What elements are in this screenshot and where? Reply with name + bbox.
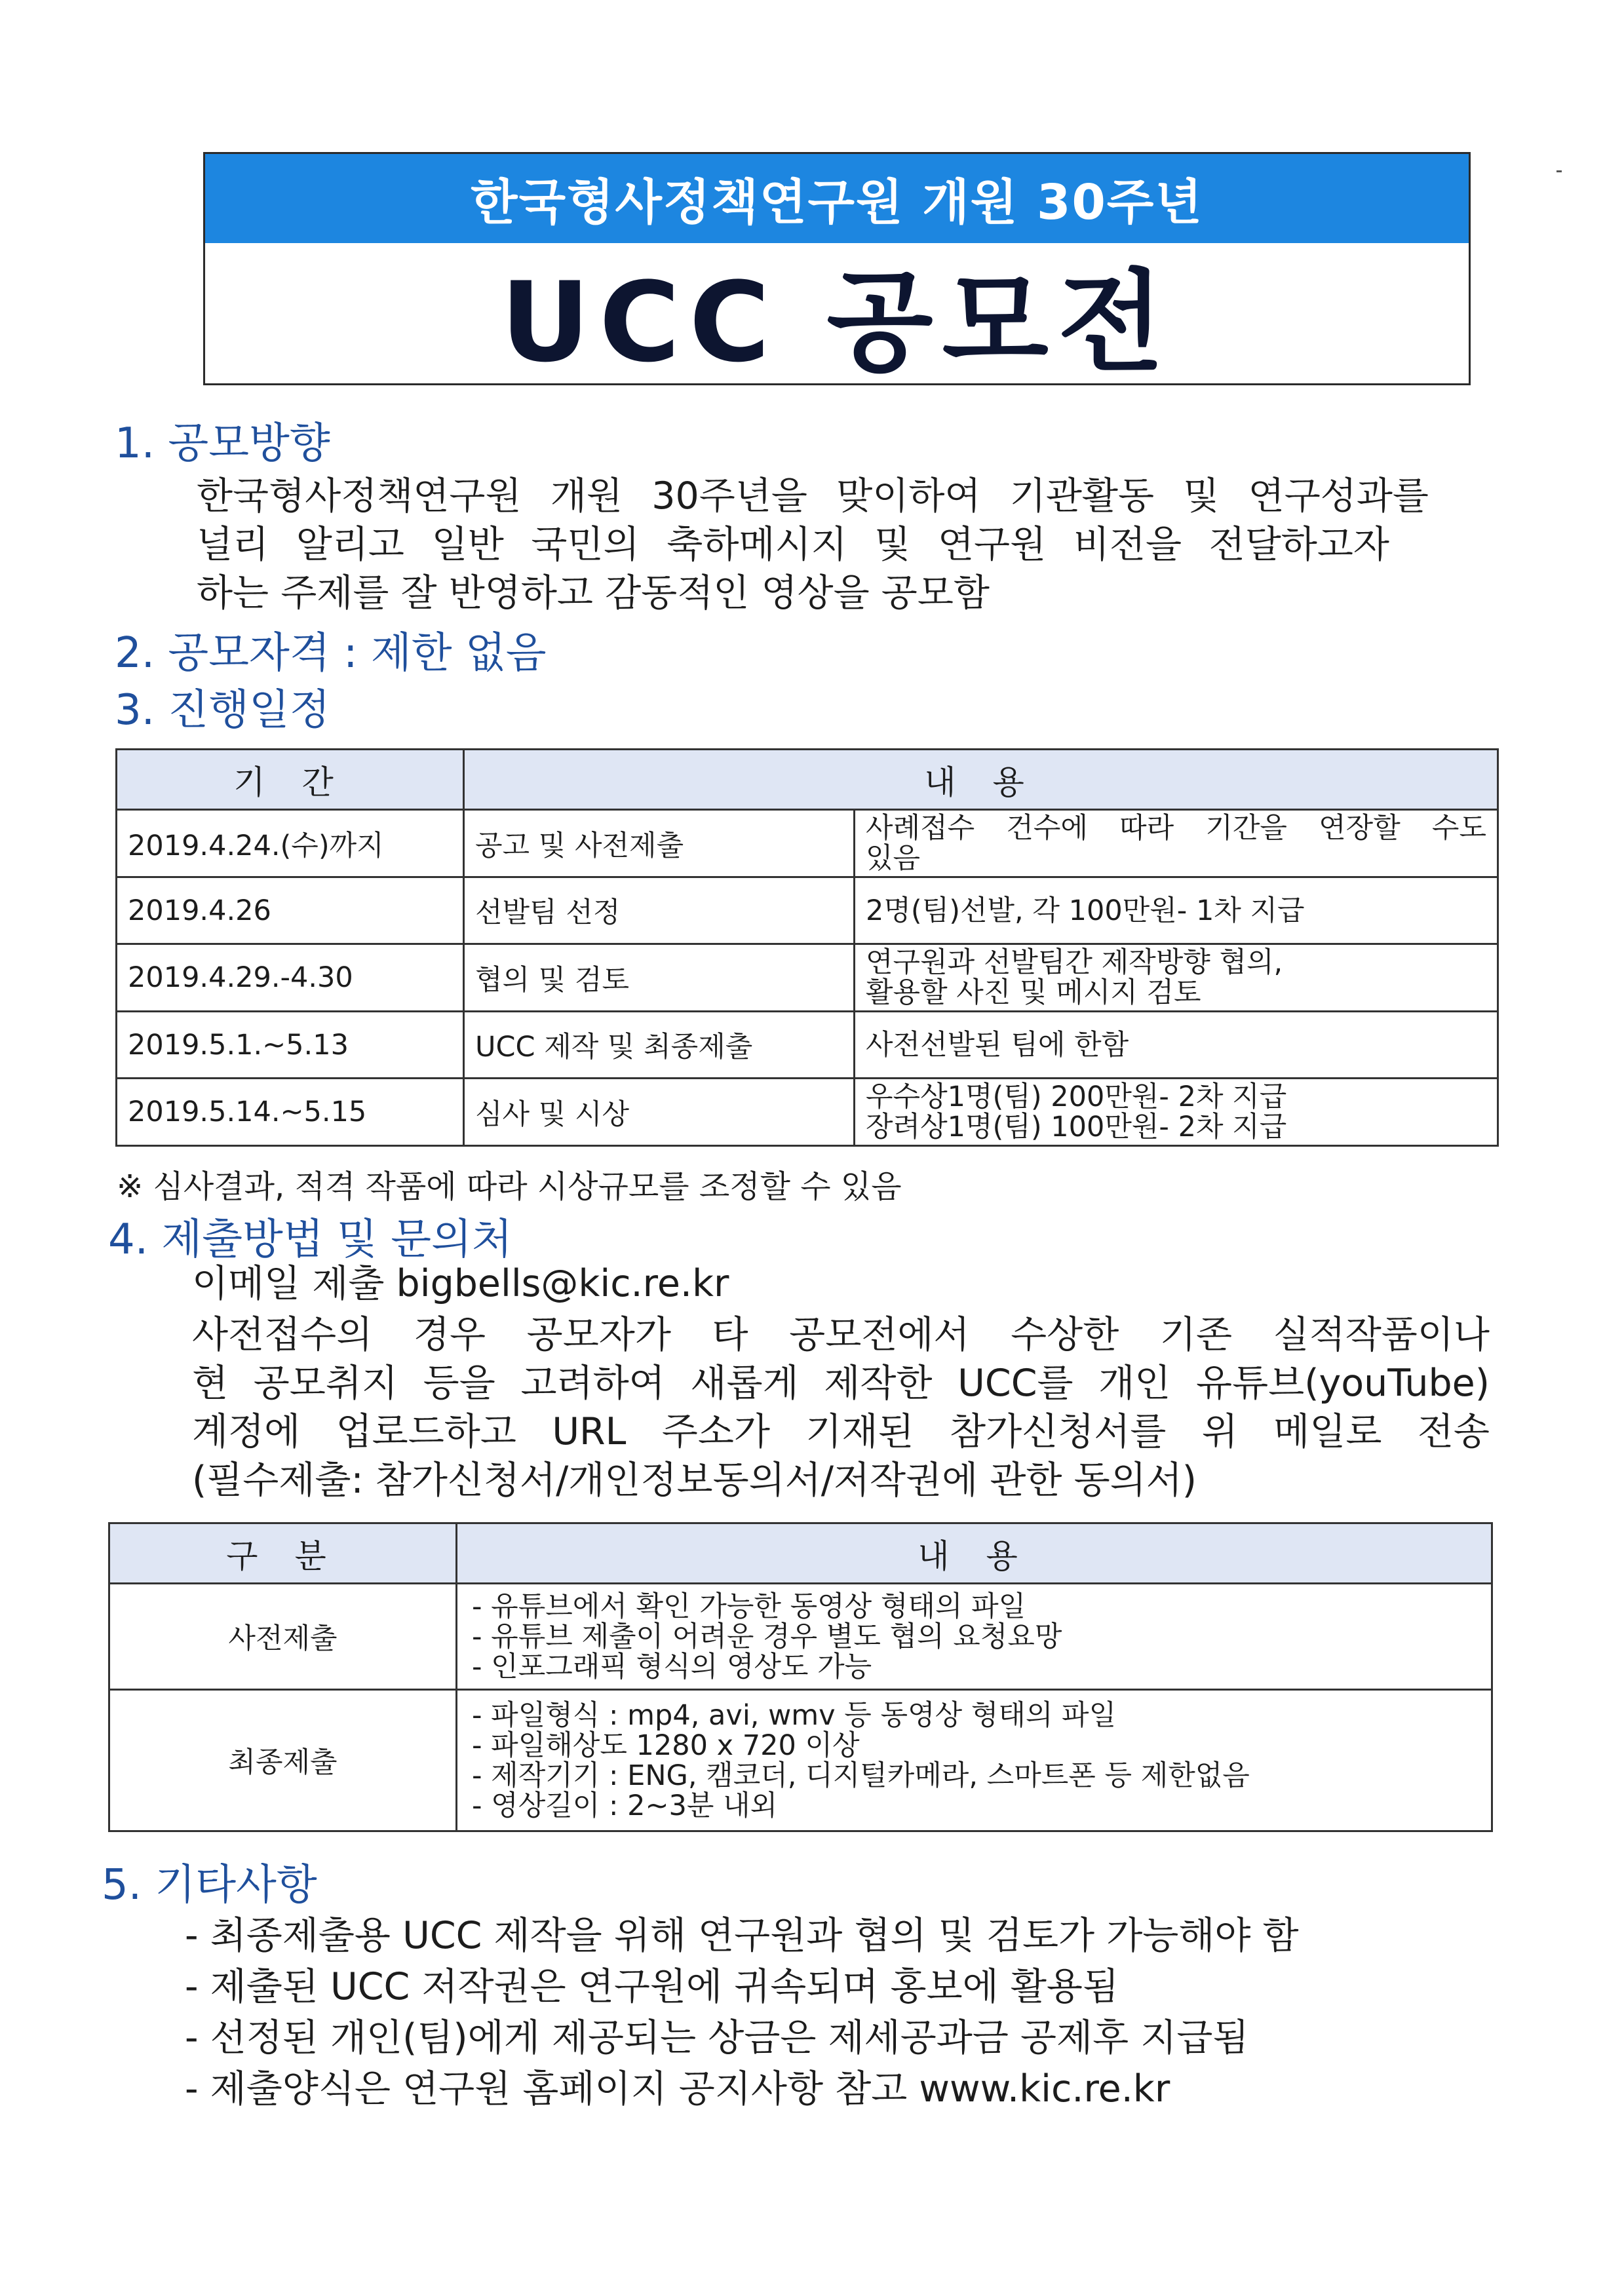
list-item: - 선정된 개인(팀)에게 제공되는 상금은 제세공과금 공제후 지급됨 bbox=[185, 2016, 1249, 2059]
scan-mark bbox=[1556, 170, 1562, 172]
section4-body bbox=[192, 1311, 1490, 1504]
schedule-item: 선발팀 선정 bbox=[464, 877, 855, 944]
banner-title: UCC 공모전 bbox=[500, 258, 1174, 387]
table-row bbox=[117, 877, 1498, 944]
schedule-item: 협의 및 검토 bbox=[464, 944, 855, 1012]
schedule-detail: 2명(팀)선발, 각 100만원- 1차 지급 bbox=[855, 877, 1498, 944]
schedule-item: 공고 및 사전제출 bbox=[464, 810, 855, 877]
section4-line: 현 공모취지 등을 고려하여 새롭게 제작한 UCC를 개인 유튜브(youTube) bbox=[192, 1362, 1490, 1405]
section1-heading: 1. 공모방향 bbox=[115, 419, 330, 468]
schedule-detail: 연구원과 선발팀간 제작방향 협의, 활용할 사진 및 메시지 검토 bbox=[855, 944, 1498, 1012]
schedule-period: 2019.5.1.~5.13 bbox=[117, 1012, 464, 1079]
list-item: - 최종제출용 UCC 제작을 위해 연구원과 협의 및 검토가 가능해야 함 bbox=[185, 1914, 1299, 1957]
section5-list bbox=[185, 1910, 1299, 2114]
schedule-period: 2019.4.26 bbox=[117, 877, 464, 944]
table-row bbox=[109, 1584, 1492, 1690]
table-row bbox=[117, 810, 1498, 877]
schedule-item: UCC 제작 및 최종제출 bbox=[464, 1012, 855, 1079]
section4-line: 사전접수의 경우 공모자가 타 공모전에서 수상한 기존 실적작품이나 bbox=[192, 1313, 1490, 1356]
section2-heading: 2. 공모자격 : 제한 없음 bbox=[115, 629, 547, 678]
schedule-header-content: 내 용 bbox=[464, 750, 1498, 810]
table-row bbox=[117, 1012, 1498, 1079]
submission-table bbox=[108, 1522, 1493, 1832]
required-docs: (필수제출: 참가신청서/개인정보동의서/저작권에 관한 동의서) bbox=[192, 1459, 1197, 1502]
list-item: - 제출양식은 연구원 홈페이지 공지사항 참고 www.kic.re.kr bbox=[185, 2067, 1170, 2111]
section4-line: 계정에 업로드하고 URL 주소가 기재된 참가신청서를 위 메일로 전송 bbox=[192, 1410, 1490, 1453]
submission-category: 사전제출 bbox=[109, 1584, 457, 1690]
section1-line: 널리 알리고 일반 국민의 축하메시지 및 연구원 비전을 전달하고자 bbox=[197, 523, 1389, 566]
schedule-detail: 사례접수 건수에 따라 기간을 연장할 수도 있음 bbox=[855, 810, 1498, 877]
section3-heading: 3. 진행일정 bbox=[115, 686, 330, 735]
section5-heading: 5. 기타사항 bbox=[102, 1861, 317, 1909]
schedule-period: 2019.4.29.-4.30 bbox=[117, 944, 464, 1012]
schedule-detail: 우수상1명(팀) 200만원- 2차 지급 장려상1명(팀) 100만원- 2차 지급 bbox=[855, 1079, 1498, 1146]
submission-header-category: 구 분 bbox=[109, 1523, 457, 1584]
schedule-period: 2019.4.24.(수)까지 bbox=[117, 810, 464, 877]
banner-subtitle: 한국형사정책연구원 개원 30주년 bbox=[205, 154, 1469, 243]
schedule-header-period: 기 간 bbox=[117, 750, 464, 810]
schedule-item: 심사 및 시상 bbox=[464, 1079, 855, 1146]
schedule-note: ※ 심사결과, 적격 작품에 따라 시상규모를 조정할 수 있음 bbox=[117, 1168, 902, 1205]
section1-body bbox=[197, 472, 1429, 617]
submission-items: - 파일형식 : mp4, avi, wmv 등 동영상 형태의 파일 - 파일해상도 1280 x 720 이상 - 제작기기 : ENG, 캠코더, 디지털카메라, 스마트폰 등 제한없음 - 영상길이 : 2~3분 내외 bbox=[457, 1690, 1492, 1831]
section1-line: 한국형사정책연구원 개원 30주년을 맞이하여 기관활동 및 연구성과를 bbox=[197, 474, 1429, 518]
list-item: - 제출된 UCC 저작권은 연구원에 귀속되며 홍보에 활용됨 bbox=[185, 1965, 1119, 2008]
table-row bbox=[117, 1079, 1498, 1146]
schedule-period: 2019.5.14.~5.15 bbox=[117, 1079, 464, 1146]
submission-header-content: 내 용 bbox=[457, 1523, 1492, 1584]
submission-items: - 유튜브에서 확인 가능한 동영상 형태의 파일 - 유튜브 제출이 어려운 경우 별도 협의 요청요망 - 인포그래픽 형식의 영상도 가능 bbox=[457, 1584, 1492, 1690]
schedule-detail: 사전선발된 팀에 한함 bbox=[855, 1012, 1498, 1079]
submission-category: 최종제출 bbox=[109, 1690, 457, 1831]
table-row bbox=[109, 1690, 1492, 1831]
section1-line: 하는 주제를 잘 반영하고 감동적인 영상을 공모함 bbox=[197, 571, 990, 615]
section4-heading: 4. 제출방법 및 문의처 bbox=[108, 1215, 512, 1264]
email-line: 이메일 제출 bigbells@kic.re.kr bbox=[192, 1262, 729, 1305]
table-row bbox=[117, 944, 1498, 1012]
schedule-table bbox=[115, 748, 1499, 1147]
title-banner bbox=[203, 152, 1471, 385]
